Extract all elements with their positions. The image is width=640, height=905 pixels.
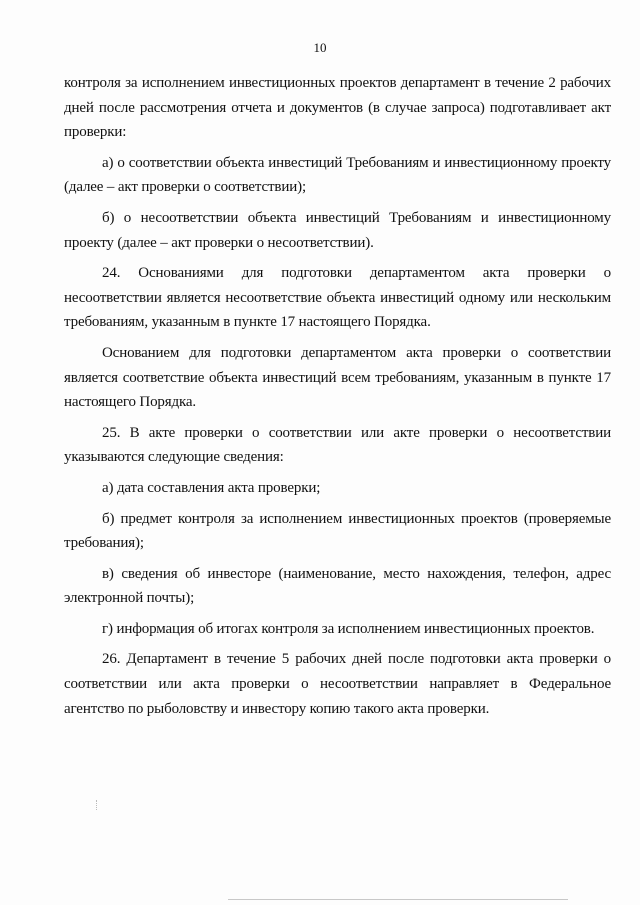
- paragraph-clause-25-item-g: г) информация об итогах контроля за исполнением инвестиционных проектов.: [102, 620, 595, 637]
- page-number: 10: [313, 40, 327, 55]
- document-body: [64, 71, 611, 727]
- paragraph-clause-25-item-v: в) сведения об инвесторе (наименование, место нахождения, телефон, адрес электронной почты);: [64, 565, 611, 607]
- paragraph-clause-24-conformity-basis: Основанием для подготовки департаментом акта проверки о соответствии является соответствие объекта инвестиций всем требованиям, указанным в пункте 17 настоящего Порядка.: [64, 344, 611, 411]
- bottom-edge-line: [228, 899, 568, 900]
- paragraph-clause-26: 26. Департамент в течение 5 рабочих дней после подготовки акта проверки о соответствии или акта проверки о несоответствии направляет в Федеральное агентство по рыболовству и инвестору копию такого акта проверки.: [64, 651, 611, 717]
- paragraph-continuation: контроля за исполнением инвестиционных проектов департамент в течение 2 рабочих дней после рассмотрения отчета и документов (в случае запроса) подготавливает акт проверки:: [64, 75, 611, 141]
- paragraph-item-a-conformity: а) о соответствии объекта инвестиций Требованиям и инвестиционному проекту (далее – акт проверки о соответствии);: [64, 154, 611, 196]
- scan-artifact: [96, 800, 101, 810]
- paragraph-clause-25-item-a: а) дата составления акта проверки;: [102, 479, 321, 496]
- paragraph-clause-25: 25. В акте проверки о соответствии или акте проверки о несоответствии указываются следующие сведения:: [64, 424, 611, 466]
- paragraph-clause-24: 24. Основаниями для подготовки департаментом акта проверки о несоответствии является несоответствие объекта инвестиций одному или нескольким требованиям, указанным в пункте 17 настоящего Порядка.: [64, 265, 611, 331]
- paragraph-item-b-nonconformity: б) о несоответствии объекта инвестиций Требованиям и инвестиционному проекту (далее – акт проверки о несоответствии).: [64, 209, 611, 251]
- paragraph-clause-25-item-b: б) предмет контроля за исполнением инвестиционных проектов (проверяемые требования);: [64, 510, 611, 552]
